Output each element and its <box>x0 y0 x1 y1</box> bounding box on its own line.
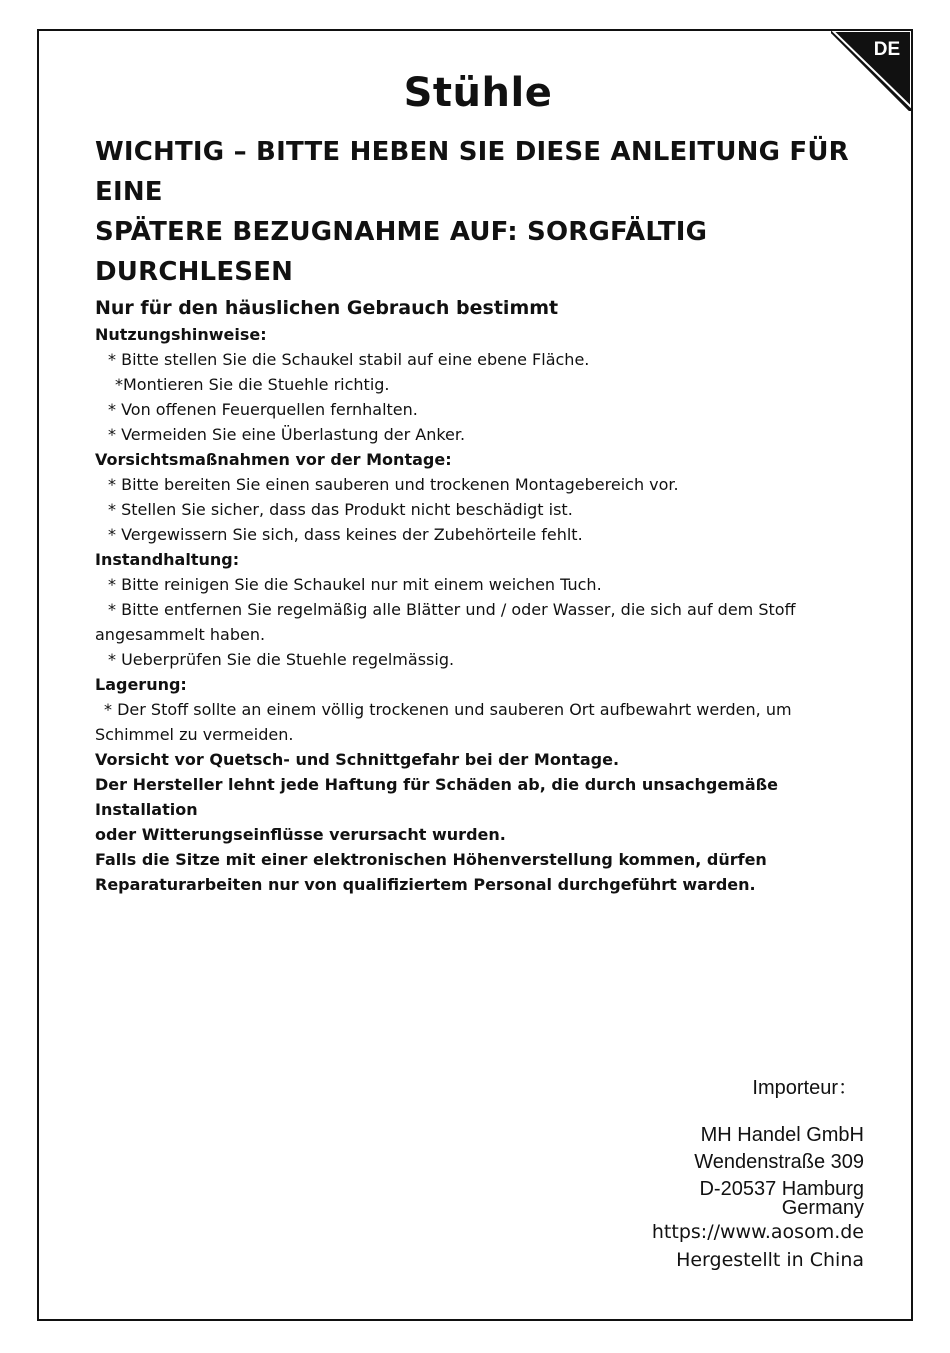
importer-country: Germany <box>781 1197 864 1219</box>
notice-liability: Der Hersteller lehnt jede Haftung für Schäden ab, die durch unsachgemäße Installation <box>95 775 778 819</box>
list-item: * Bitte bereiten Sie einen sauberen und trockenen Montagebereich vor. <box>108 475 679 494</box>
list-item-continuation: angesammelt haben. <box>95 625 266 644</box>
warning-line-3: DURCHLESEN <box>95 257 294 287</box>
list-item: * Vergewissern Sie sich, dass keines der Zubehörteile fehlt. <box>108 525 583 544</box>
section-heading-usage: Nutzungshinweise: <box>95 325 267 344</box>
list-item: * Bitte stellen Sie die Schaukel stabil auf eine ebene Fläche. <box>108 350 590 369</box>
section-heading-maintenance: Instandhaltung: <box>95 550 240 569</box>
list-item: * Stellen Sie sicher, dass das Produkt nicht beschädigt ist. <box>108 500 573 519</box>
warning-line-2: SPÄTERE BEZUGNAHME AUF: SORGFÄLTIG <box>95 217 708 247</box>
list-item: * Ueberprüfen Sie die Stuehle regelmässig. <box>108 650 455 669</box>
importer-block <box>652 1071 864 1274</box>
list-item: * Der Stoff sollte an einem völlig trockenen und sauberen Ort aufbewahrt werden, um <box>104 700 792 719</box>
list-item-continuation: Schimmel zu vermeiden. <box>95 725 294 744</box>
list-item: *Montieren Sie die Stuehle richtig. <box>115 375 390 394</box>
warning-line-1: WICHTIG – BITTE HEBEN SIE DIESE ANLEITUNG FÜR EINE <box>95 137 849 207</box>
importer-website: https://www.aosom.de <box>651 1221 864 1243</box>
notice-repair-cont: Reparaturarbeiten nur von qualifiziertem Personal durchgeführt warden. <box>95 875 756 894</box>
list-item: * Bitte entfernen Sie regelmäßig alle Blätter und / oder Wasser, die sich auf dem Stoff <box>108 600 796 619</box>
notice-pinch-hazard: Vorsicht vor Quetsch- und Schnittgefahr bei der Montage. <box>95 750 620 769</box>
household-use-subtitle: Nur für den häuslichen Gebrauch bestimmt <box>95 297 559 319</box>
notice-repair: Falls die Sitze mit einer elektronischen Höhenverstellung kommen, dürfen <box>95 850 767 869</box>
section-heading-precautions: Vorsichtsmaßnahmen vor der Montage: <box>95 450 452 469</box>
list-item: * Vermeiden Sie eine Überlastung der Anker. <box>108 425 466 444</box>
list-item: * Bitte reinigen Sie die Schaukel nur mit einem weichen Tuch. <box>108 575 602 594</box>
importer-street: Wendenstraße 309 <box>694 1151 864 1173</box>
importer-label: Importeur： <box>752 1077 858 1099</box>
origin-note: Hergestellt in China <box>676 1249 864 1271</box>
page-title: Stühle <box>403 70 553 116</box>
notice-liability-cont: oder Witterungseinflüsse verursacht wurden. <box>95 825 506 844</box>
importer-city: D-20537 Hamburg <box>699 1178 864 1200</box>
importer-company: MH Handel GmbH <box>700 1124 864 1146</box>
important-warning <box>95 132 875 292</box>
list-item: * Von offenen Feuerquellen fernhalten. <box>108 400 418 419</box>
language-badge-text: DE <box>873 39 901 60</box>
document-body <box>95 132 875 897</box>
section-heading-storage: Lagerung: <box>95 675 187 694</box>
